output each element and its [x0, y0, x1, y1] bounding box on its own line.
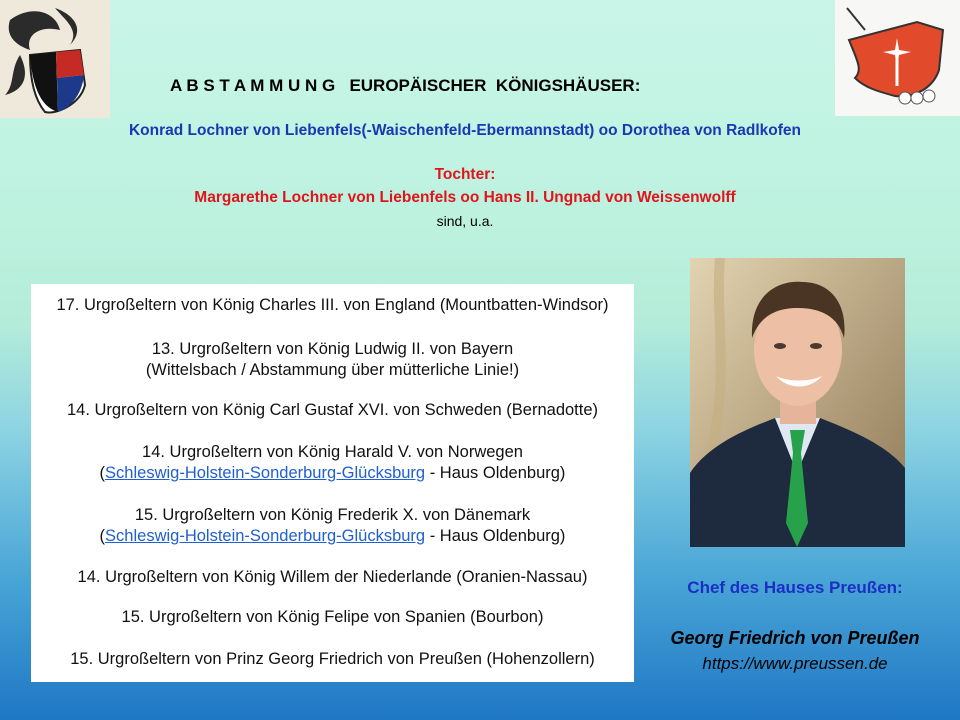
- house-text: - Haus Oldenburg): [425, 527, 566, 545]
- list-item: (Wittelsbach / Abstammung über mütterliche Linie!): [145, 361, 520, 379]
- list-item: [31, 463, 634, 484]
- coat-of-arms-right-image: [835, 0, 960, 116]
- glucksburg-link[interactable]: Schleswig-Holstein-Sonderburg-Glücksburg: [105, 527, 426, 545]
- house-text: - Haus Oldenburg): [425, 464, 566, 482]
- list-item: 14. Urgroßeltern von König Willem der Niederlande (Oranien-Nassau): [77, 568, 588, 586]
- daughter-couple: Margarethe Lochner von Liebenfels oo Hans II. Ungnad von Weissenwolff: [194, 189, 736, 206]
- chef-caption: Chef des Hauses Preußen:: [687, 578, 903, 597]
- glucksburg-link[interactable]: Schleswig-Holstein-Sonderburg-Glücksburg: [105, 464, 426, 482]
- list-item: 15. Urgroßeltern von Prinz Georg Friedrich von Preußen (Hohenzollern): [70, 650, 595, 668]
- list-item: 15. Urgroßeltern von König Frederik X. von Dänemark: [134, 506, 531, 524]
- person-name: Georg Friedrich von Preußen: [670, 628, 920, 648]
- coat-of-arms-left-image: [0, 0, 110, 118]
- sind-text: sind, u.a.: [436, 213, 494, 229]
- paren-open: (: [99, 527, 106, 545]
- parents-line: Konrad Lochner von Liebenfels(-Waischenfeld-Ebermannstadt) oo Dorothea von Radlkofen: [128, 122, 802, 139]
- list-item: 14. Urgroßeltern von König Harald V. von Norwegen: [142, 443, 523, 461]
- list-item: 13. Urgroßeltern von König Ludwig II. von Bayern: [151, 340, 514, 358]
- list-item: 17. Urgroßeltern von König Charles III. von England (Mountbatten-Windsor): [56, 296, 609, 314]
- page-title: A B S T A M M U N G EUROPÄISCHER KÖNIGSHÄUSER:: [170, 76, 641, 95]
- website-url[interactable]: https://www.preussen.de: [702, 654, 888, 673]
- list-item: [31, 526, 634, 547]
- list-item: 15. Urgroßeltern von König Felipe von Spanien (Bourbon): [121, 608, 544, 626]
- portrait-photo: [690, 258, 905, 547]
- paren-open: (: [99, 464, 106, 482]
- daughter-label: Tochter:: [434, 166, 496, 183]
- descendants-list: [31, 284, 634, 682]
- list-item: 14. Urgroßeltern von König Carl Gustaf XVI. von Schweden (Bernadotte): [66, 401, 599, 419]
